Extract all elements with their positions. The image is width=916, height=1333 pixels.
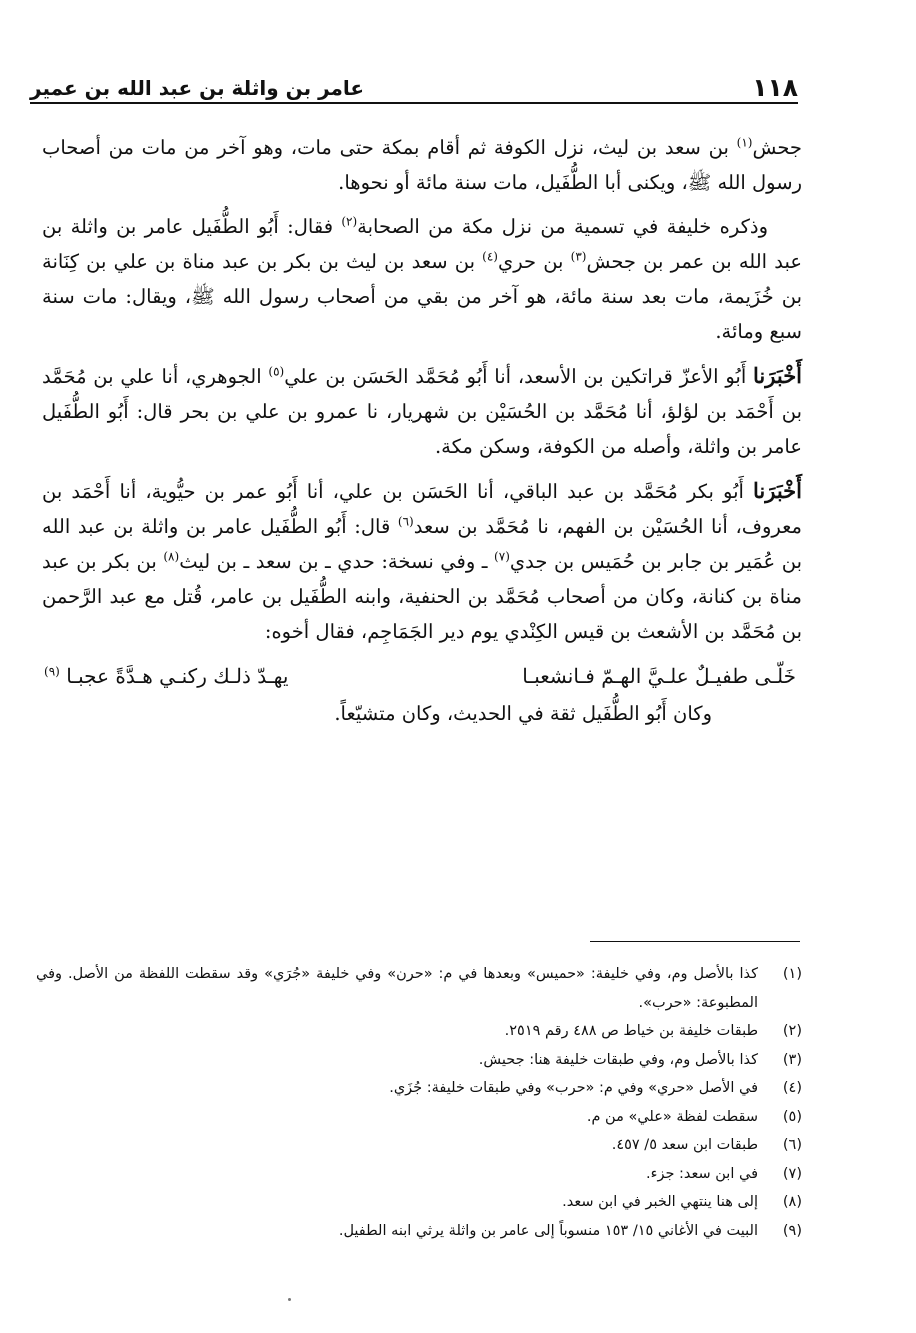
- akhbarana-lead: أَخْبَرَنا: [753, 363, 803, 388]
- text-run: جحش: [752, 136, 802, 159]
- footnote-ref-3: (٣): [570, 249, 587, 264]
- footnote-text: كذا بالأصل وم، وفي طبقات خليفة هنا: جحيش.: [478, 1051, 758, 1068]
- paragraph-4: [42, 473, 802, 649]
- footnote-text: كذا بالأصل وم، وفي خليفة: «حميس» وبعدها في م: «حرن» وفي خليفة «جُرَي» وقد سقطت اللفظة من الأصل. وفي المطبوعة: «حرب».: [36, 966, 758, 1011]
- footnote-ref-4: (٤): [482, 249, 498, 264]
- footnote-number: (٧): [782, 1165, 802, 1182]
- text-run: بن حري: [497, 250, 571, 273]
- footnote-item: [36, 1046, 802, 1075]
- page-number: ١١٨: [752, 73, 798, 102]
- footnote-number: (٩): [782, 1222, 802, 1239]
- footnote-item: [36, 1074, 802, 1103]
- main-text: [42, 130, 802, 741]
- footnote-item: [36, 1103, 802, 1132]
- footnote-item: [36, 1188, 802, 1217]
- footnote-item: [36, 1217, 802, 1246]
- footnote-ref-2: (٢): [341, 214, 358, 229]
- footnote-ref-6: (٦): [397, 514, 414, 529]
- footnote-ref-8: (٨): [163, 549, 180, 564]
- footnote-number: (١): [782, 966, 802, 982]
- footnote-ref-7: (٧): [494, 549, 510, 564]
- paragraph-3: [42, 358, 802, 464]
- poem-verse: [42, 658, 802, 694]
- verse-hemistich-second: [44, 658, 288, 694]
- footnote-item: [36, 960, 802, 1017]
- footnote-number: (٤): [782, 1080, 802, 1096]
- footnote-number: (٢): [782, 1023, 802, 1039]
- footnote-separator: [590, 941, 800, 942]
- text-run: فقال: أَبُو الطُّفَيل عامر بن واثلة بن عبد الله بن عمر بن جحش: [42, 215, 803, 273]
- closing-line: وكان أَبُو الطُّفَيل ثقة في الحديث، وكان متشيّعاً.: [334, 702, 712, 725]
- page-header: [30, 66, 798, 104]
- text-run: الجوهري، أنا علي بن مُحَمَّد بن أَحْمَد بن لؤلؤ، أنا مُحَمَّد بن الحُسَيْن بن شهريار، نا عمرو بن علي بن بحر قال: أَبُو الطُّفَيل عامر بن واثلة، وأصله من الكوفة، وسكن مكة.: [42, 365, 802, 458]
- text-run: أَبُو الأعزّ قراتكين بن الأسعد، أنا أَبُو مُحَمَّد الحَسَن بن علي: [284, 365, 754, 388]
- text-run: أَبُو بكر مُحَمَّد بن عبد الباقي، أنا الحَسَن بن علي، أنا أَبُو عمر بن حيُّوية، أنا أَحْمَد بن معروف، أنا الحُسَيْن بن الفهم، نا مُحَمَّد بن سعد: [42, 480, 802, 538]
- text-run: بن سعد بن ليث بن بكر بن عبد مناة بن علي بن كِنَانة بن خُزَيمة، مات بعد سنة مائة، هو آخر من بقي من أصحاب رسول الله ﷺ، ويقال: مات سنة سبع ومائة.: [42, 250, 802, 343]
- footnote-text: إلى هنا ينتهي الخبر في ابن سعد.: [562, 1194, 758, 1210]
- footnote-ref-5: (٥): [268, 364, 285, 379]
- running-title: عامر بن واثلة بن عبد الله بن عمير: [30, 76, 365, 100]
- text-run: بن بكر بن عبد مناة بن كنانة، وكان من أصحاب مُحَمَّد بن الحنفية، وابنه الطُّفَيل بن عامر، قُتل مع عبد الرَّحمن بن مُحَمَّد بن الأشعث بن قيس الكِنْدي يوم دير الجَمَاجِم، فقال أخوه:: [42, 550, 802, 643]
- footnote-text: في ابن سعد: جزء.: [646, 1165, 758, 1182]
- verse-text: يهـدّ ذلـك ركنـي هـدَّةً عجبـا: [66, 664, 289, 688]
- footnote-item: [36, 1160, 802, 1189]
- footnote-text: في الأصل «حري» وفي م: «حرب» وفي طبقات خليفة: جُزَي.: [389, 1080, 758, 1096]
- paragraph-2: [42, 209, 802, 349]
- akhbarana-lead: أَخْبَرَنا: [753, 478, 802, 503]
- footnote-text: طبقات ابن سعد ٥/ ٤٥٧.: [611, 1137, 758, 1153]
- footnote-number: (٣): [782, 1051, 802, 1068]
- footnotes: [36, 960, 802, 1245]
- text-run: ـ وفي نسخة: حدي ـ بن سعد ـ بن ليث: [179, 550, 495, 573]
- footnote-number: (٨): [782, 1194, 802, 1210]
- footnote-text: طبقات خليفة بن خياط ص ٤٨٨ رقم ٢٥١٩.: [504, 1023, 758, 1039]
- footnote-text: البيت في الأغاني ١٥/ ١٥٣ منسوباً إلى عامر بن واثلة يرثي ابنه الطفيل.: [338, 1222, 758, 1239]
- verse-hemistich-first: خَلّـى طفيـلٌ علـيَّ الهـمّ فـانشعبـا: [522, 664, 796, 688]
- text-run: قال: أَبُو الطُّفَيل عامر بن واثلة بن عبد الله بن عُمَير بن جابر بن حُمَيس بن جدي: [42, 515, 802, 573]
- footnote-item: [36, 1017, 802, 1046]
- footnote-ref-9: (٩): [44, 664, 60, 679]
- footnote-ref-1: (١): [736, 135, 753, 150]
- text-run: وذكره خليفة في تسمية من نزل مكة من الصحابة: [357, 215, 768, 238]
- footnote-number: (٦): [782, 1137, 802, 1153]
- text-run: بن سعد بن ليث، نزل الكوفة ثم أقام بمكة حتى مات، وهو آخر من مات من أصحاب رسول الله ﷺ، ويكنى أبا الطُّفَيل، مات سنة مائة أو نحوها.: [42, 136, 802, 194]
- footnote-item: [36, 1131, 802, 1160]
- footnote-text: سقطت لفظة «علي» من م.: [586, 1108, 758, 1125]
- scan-speck: [288, 1298, 291, 1301]
- footnote-number: (٥): [782, 1108, 802, 1125]
- paragraph-1: [42, 130, 802, 200]
